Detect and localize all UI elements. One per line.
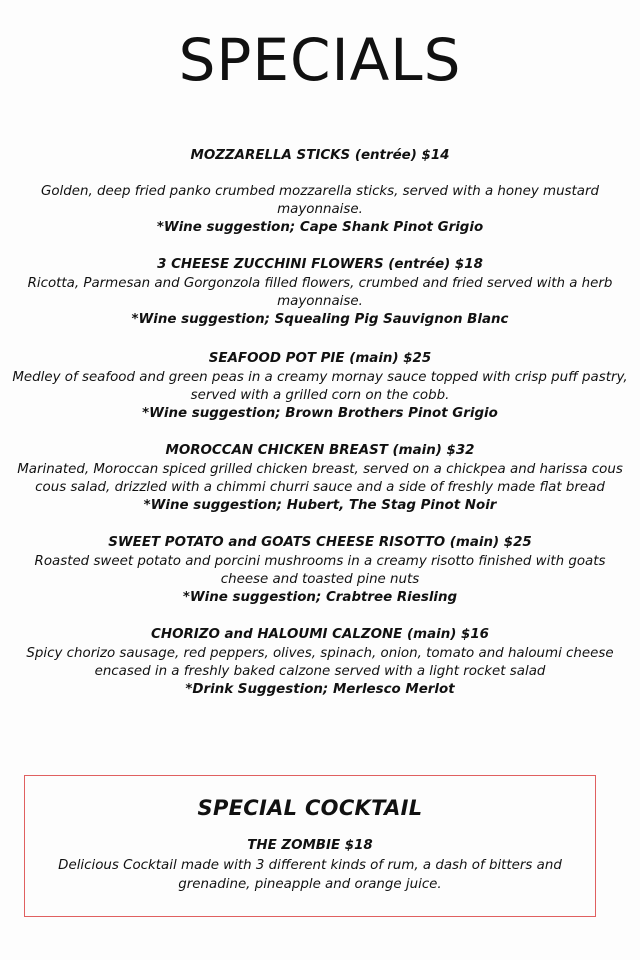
item-description: Spicy chorizo sausage, red peppers, olives, spinach, onion, tomato and haloumi cheese encased in a freshly baked calzone served with a light rocket salad [26, 646, 614, 679]
item-description: Ricotta, Parmesan and Gorgonzola filled flowers, crumbed and fried served with a herb mayonnaise. [27, 276, 613, 309]
item-wine-suggestion: *Wine suggestion; Hubert, The Stag Pinot Noir [143, 498, 497, 513]
item-name: SEAFOOD POT PIE (main) $25 [208, 351, 432, 366]
item-description: Roasted sweet potato and porcini mushrooms in a creamy risotto finished with goats cheese and toasted pine nuts [34, 554, 606, 587]
menu-item-zucchini-flowers [10, 255, 630, 329]
item-wine-suggestion: *Wine suggestion; Crabtree Riesling [182, 590, 458, 605]
item-description: Marinated, Moroccan spiced grilled chicken breast, served on a chickpea and harissa cous cous salad, drizzled with a chimmi churri sauce and a side of freshly made flat bread [17, 462, 623, 495]
item-description: Medley of seafood and green peas in a creamy mornay sauce topped with crisp puff pastry, served with a grilled corn on the cobb. [12, 370, 628, 403]
item-wine-suggestion: *Wine suggestion; Brown Brothers Pinot Grigio [142, 406, 498, 421]
item-name: SWEET POTATO and GOATS CHEESE RISOTTO (main) $25 [108, 535, 532, 550]
item-name: 3 CHEESE ZUCCHINI FLOWERS (entrée) $18 [157, 257, 483, 272]
item-wine-suggestion: *Wine suggestion; Cape Shank Pinot Grigio [156, 220, 484, 235]
item-name: MOROCCAN CHICKEN BREAST (main) $32 [165, 443, 475, 458]
menu-item-calzone [10, 625, 630, 699]
item-description: Golden, deep fried panko crumbed mozzarella sticks, served with a honey mustard mayonnaise. [40, 184, 599, 217]
item-wine-suggestion: *Drink Suggestion; Merlesco Merlot [185, 682, 455, 697]
item-name: MOZZARELLA STICKS (entrée) $14 [190, 148, 450, 163]
cocktail-name: THE ZOMBIE $18 [247, 838, 373, 853]
item-wine-suggestion: *Wine suggestion; Squealing Pig Sauvignon Blanc [131, 312, 509, 327]
page-title: SPECIALS [178, 26, 462, 94]
menu-item-mozzarella-sticks [10, 146, 630, 237]
item-name: CHORIZO and HALOUMI CALZONE (main) $16 [151, 627, 489, 642]
menu-item-moroccan-chicken [10, 441, 630, 515]
cocktail-heading: SPECIAL COCKTAIL [197, 796, 423, 820]
special-cocktail-box [24, 775, 596, 917]
specials-list [10, 146, 630, 699]
menu-item-seafood-pot-pie [10, 349, 630, 423]
cocktail-description: Delicious Cocktail made with 3 different kinds of rum, a dash of bitters and grenadine, pineapple and orange juice. [58, 858, 562, 892]
menu-item-risotto [10, 533, 630, 607]
